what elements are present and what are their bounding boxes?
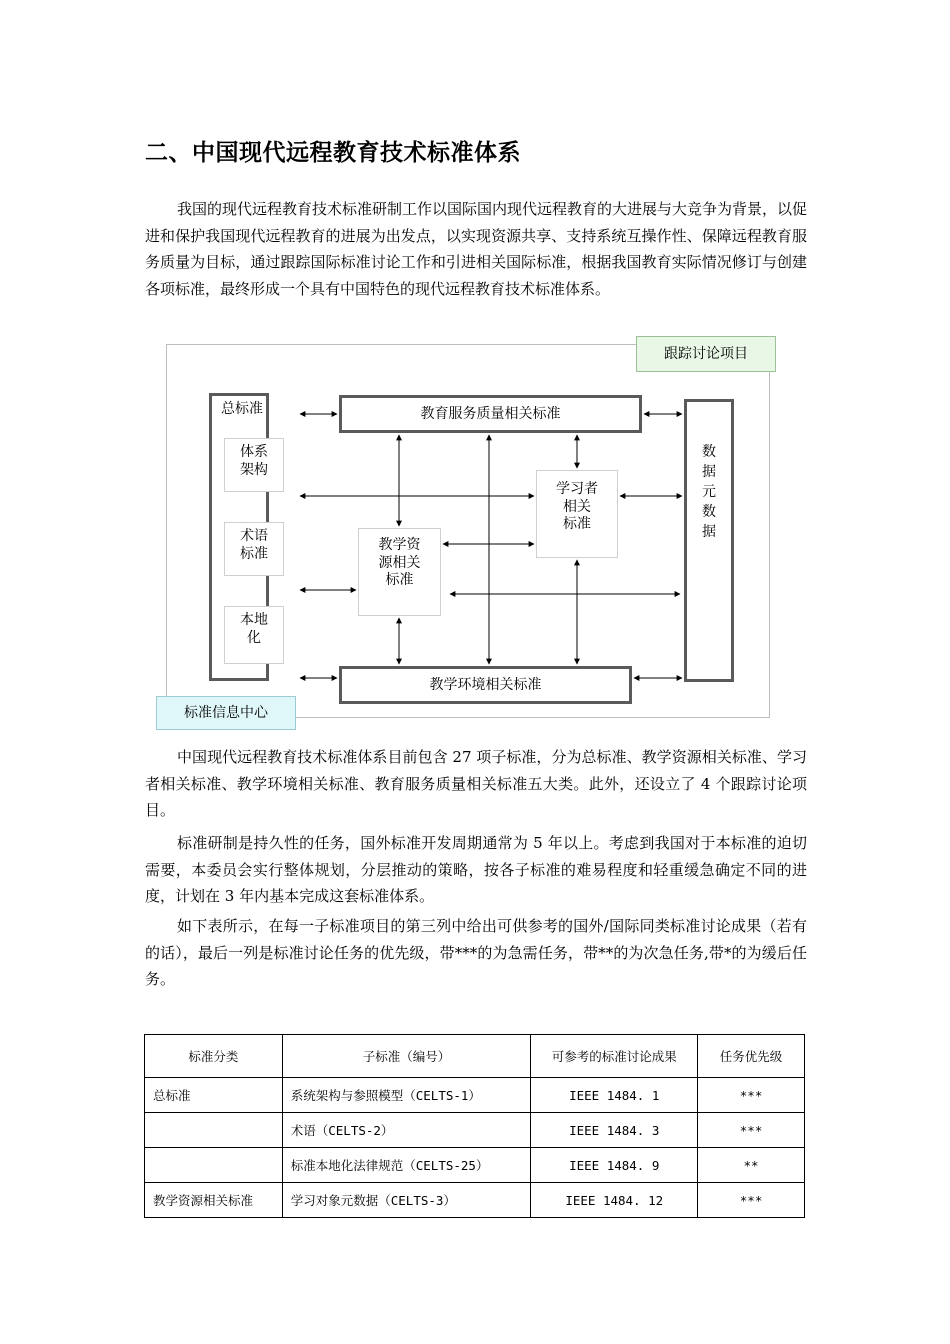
metadata-label: 数据元数据 bbox=[702, 444, 716, 540]
table-row bbox=[145, 1183, 805, 1218]
architecture-label: 体系 架构 bbox=[240, 444, 268, 478]
service-quality-box: 教育服务质量相关标准 bbox=[339, 395, 642, 433]
cell-category: 总标准 bbox=[145, 1078, 283, 1113]
header-reference: 可参考的标准讨论成果 bbox=[531, 1035, 698, 1078]
general-standard-label: 总标准 bbox=[221, 401, 263, 417]
composition-paragraph: 中国现代远程教育技术标准体系目前包含 27 项子标准，分为总标准、教学资源相关标准、学习者相关标准、教学环境相关标准、教育服务质量相关标准五大类。此外，还设立了 4 个跟踪讨论项目。 bbox=[145, 748, 807, 819]
cell-substandard: 术语（CELTS-2） bbox=[282, 1113, 531, 1148]
standards-system-diagram bbox=[166, 336, 774, 721]
cell-reference: IEEE 1484. 12 bbox=[531, 1183, 698, 1218]
table-row bbox=[145, 1078, 805, 1113]
cell-priority: *** bbox=[698, 1113, 805, 1148]
cell-priority: *** bbox=[698, 1183, 805, 1218]
cell-substandard: 学习对象元数据（CELTS-3） bbox=[282, 1183, 531, 1218]
cell-category: 教学资源相关标准 bbox=[145, 1183, 283, 1218]
section-title: 二、中国现代远程教育技术标准体系 bbox=[145, 140, 521, 166]
intro-paragraph: 我国的现代远程教育技术标准研制工作以国际国内现代远程教育的大进展与大竞争为背景，以促进和保护我国现代远程教育的进展为出发点，以实现资源共享、支持系统互操作性、保障远程教育服务质量为目标，通过跟踪国际标准讨论工作和引进相关国际标准，根据我国教育实际情况修订与创建各项标准，最终形成一个具有中国特色的现代远程教育技术标准体系。 bbox=[145, 200, 808, 298]
cell-reference: IEEE 1484. 1 bbox=[531, 1078, 698, 1113]
table-intro-paragraph: 如下表所示，在每一子标准项目的第三列中给出可供参考的国外/国际同类标准讨论成果（若有的话），最后一列是标准讨论任务的优先级，带***的为急需任务，带**的为次急任务,带*的为缓后任务。 bbox=[145, 917, 807, 988]
cell-category bbox=[145, 1148, 283, 1183]
environment-box: 教学环境相关标准 bbox=[339, 666, 632, 704]
cell-category bbox=[145, 1113, 283, 1148]
learner-label: 学习者 相关 标准 bbox=[556, 481, 598, 532]
planning-paragraph: 标准研制是持久性的任务，国外标准开发周期通常为 5 年以上。考虑到我国对于本标准的迫切需要，本委员会实行整体规划，分层推动的策略，按各子标准的难易程度和轻重缓急确定不同的进度，计划在 3 年内基本完成这套标准体系。 bbox=[145, 834, 807, 905]
header-priority: 任务优先级 bbox=[698, 1035, 805, 1078]
diagram-arrows bbox=[166, 336, 774, 721]
table-row bbox=[145, 1148, 805, 1183]
header-substandard: 子标准（编号） bbox=[282, 1035, 531, 1078]
localization-label: 本地 化 bbox=[240, 612, 268, 646]
cell-priority: *** bbox=[698, 1078, 805, 1113]
tracking-projects-tag: 跟踪讨论项目 bbox=[636, 336, 776, 372]
table-header-row bbox=[145, 1035, 805, 1078]
cell-reference: IEEE 1484. 3 bbox=[531, 1113, 698, 1148]
resource-label: 教学资 源相关 标准 bbox=[378, 537, 421, 588]
table-row bbox=[145, 1113, 805, 1148]
cell-reference: IEEE 1484. 9 bbox=[531, 1148, 698, 1183]
standards-table bbox=[144, 1034, 805, 1218]
cell-substandard: 系统架构与参照模型（CELTS-1） bbox=[282, 1078, 531, 1113]
info-center-tag: 标准信息中心 bbox=[156, 696, 296, 730]
header-category: 标准分类 bbox=[145, 1035, 283, 1078]
terminology-label: 术语 标准 bbox=[240, 528, 268, 562]
cell-substandard: 标准本地化法律规范（CELTS-25） bbox=[282, 1148, 531, 1183]
cell-priority: ** bbox=[698, 1148, 805, 1183]
